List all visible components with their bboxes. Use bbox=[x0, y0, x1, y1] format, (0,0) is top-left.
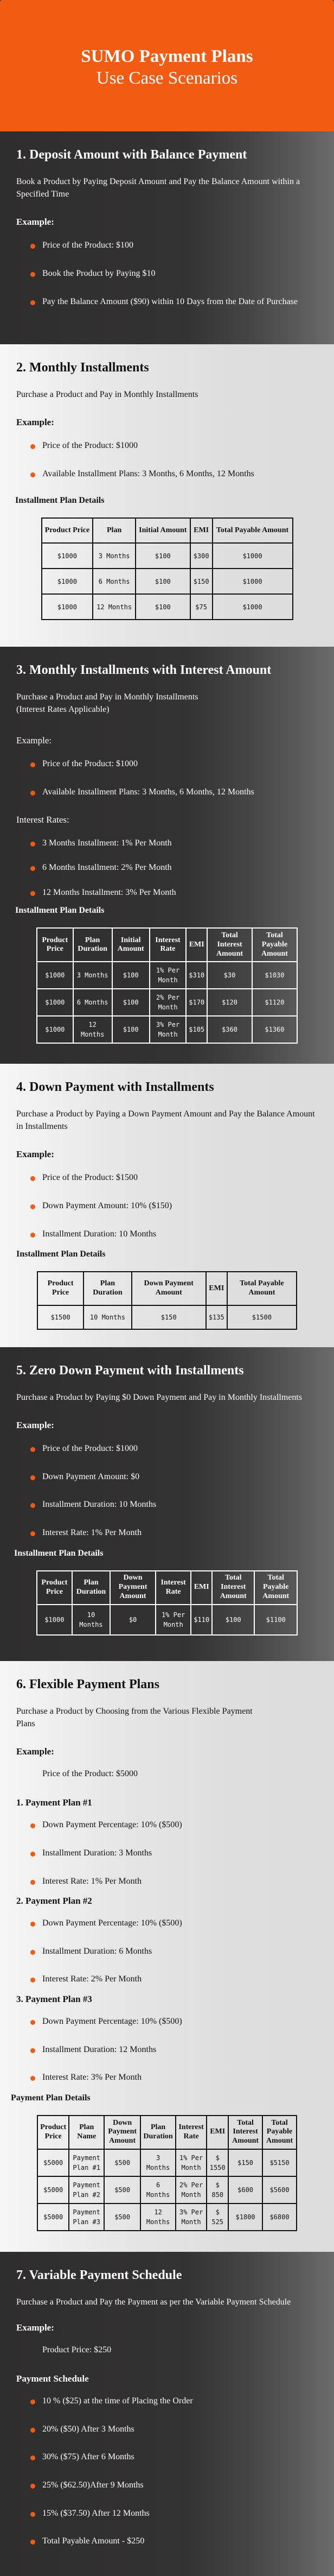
section-title: 3. Monthly Installments with Interest Amount bbox=[16, 663, 272, 677]
section-description: Book a Product by Paying Deposit Amount and Pay the Balance Amount within a Specified Time bbox=[16, 177, 300, 199]
table-cell: $100 bbox=[136, 594, 190, 620]
table-cell: 12 Months bbox=[140, 2204, 176, 2231]
table-cell: $360 bbox=[207, 1016, 252, 1043]
table-cell: $300 bbox=[190, 543, 213, 569]
table-cell: $1000 bbox=[42, 543, 93, 569]
example-list bbox=[30, 758, 318, 798]
table-cell: $1000 bbox=[42, 594, 93, 620]
list-item: 3 Months Installment: 1% Per Month bbox=[30, 837, 318, 849]
list-item: 25% ($62.50)After 9 Months bbox=[30, 2479, 318, 2491]
installment-plan-table bbox=[41, 517, 293, 620]
list-item: Installment Duration: 10 Months bbox=[30, 1228, 318, 1240]
payment-plan-list bbox=[30, 1819, 318, 1887]
table-cell: $1500 bbox=[227, 1305, 297, 1329]
list-item: Available Installment Plans: 3 Months, 6 Months, 12 Months bbox=[30, 468, 318, 480]
list-item: Interest Rate: 1% Per Month bbox=[30, 1527, 318, 1539]
payment-plan-label: 2. Payment Plan #2 bbox=[16, 1896, 92, 1906]
table-cell: Payment Plan #3 bbox=[69, 2204, 104, 2231]
section-description: Purchase a Product by Choosing from the Various Flexible Payment Plans bbox=[16, 1707, 253, 1729]
list-item: 20% ($50) After 3 Months bbox=[30, 2423, 318, 2435]
list-item: Interest Rate: 3% Per Month bbox=[30, 2072, 318, 2083]
list-item: 6 Months Installment: 2% Per Month bbox=[30, 862, 318, 874]
column-header: Total Payable Amount bbox=[227, 1272, 297, 1305]
section-description: Purchase a Product and Pay in Monthly Installments bbox=[16, 390, 198, 399]
column-header: EMI bbox=[207, 2116, 228, 2149]
table-cell: 1% Per Month bbox=[156, 1605, 191, 1635]
column-header: Total Payable Amount bbox=[254, 1571, 297, 1605]
section-flexible-payment-plans bbox=[0, 1661, 334, 2252]
column-header: Interest Rate bbox=[176, 2116, 207, 2149]
table-cell: $ 850 bbox=[207, 2176, 228, 2204]
section-description: Purchase a Product and Pay the Payment as per the Variable Payment Schedule bbox=[16, 2297, 291, 2307]
section-variable-payment-schedule bbox=[0, 2252, 334, 2576]
list-item: Down Payment Percentage: 10% ($500) bbox=[30, 1917, 318, 1929]
example-label: Example: bbox=[16, 417, 54, 428]
table-cell: $1000 bbox=[37, 1016, 73, 1043]
list-item: Price of the Product: $1500 bbox=[30, 1172, 318, 1184]
table-cell: $100 bbox=[112, 962, 150, 989]
product-price: Price of the Product: $5000 bbox=[42, 1769, 138, 1779]
list-item: 15% ($37.50) After 12 Months bbox=[30, 2508, 318, 2520]
payment-plan-label: 3. Payment Plan #3 bbox=[16, 1993, 92, 2004]
example-label: Example: bbox=[16, 1746, 54, 1757]
table-cell: 10 Months bbox=[84, 1305, 131, 1329]
table-header-row bbox=[42, 518, 293, 543]
table-cell: 3 Months bbox=[93, 543, 136, 569]
table-cell: $5000 bbox=[37, 2204, 69, 2231]
list-item: Installment Duration: 10 Months bbox=[30, 1499, 318, 1511]
column-header: Total Payable Amount bbox=[252, 928, 297, 962]
table-cell: 6 Months bbox=[73, 989, 112, 1016]
column-header: Total Payable Amount bbox=[213, 518, 293, 543]
list-item: Price of the Product: $1000 bbox=[30, 440, 318, 452]
table-title: Installment Plan Details bbox=[16, 1249, 106, 1259]
table-cell: $5600 bbox=[262, 2176, 297, 2204]
column-header: Product Price bbox=[42, 518, 93, 543]
table-title: Installment Plan Details bbox=[15, 906, 105, 916]
table-cell: $1000 bbox=[37, 962, 73, 989]
section-description: Purchase a Product by Paying a Down Payment Amount and Pay the Balance Amount in Installments bbox=[16, 1109, 315, 1132]
list-item: Down Payment Percentage: 10% ($500) bbox=[30, 1819, 318, 1831]
table-cell: $310 bbox=[186, 962, 207, 989]
table-row bbox=[37, 1605, 297, 1635]
table-row bbox=[37, 962, 297, 989]
column-header: Down Payment Amount bbox=[104, 2116, 140, 2149]
table-cell: $100 bbox=[112, 989, 150, 1016]
table-cell: $150 bbox=[132, 1305, 206, 1329]
column-header: Product Price bbox=[37, 1272, 84, 1305]
table-cell: 2% Per Month bbox=[150, 989, 186, 1016]
table-cell: 12 Months bbox=[93, 594, 136, 620]
column-header: EMI bbox=[186, 928, 207, 962]
table-cell: $1000 bbox=[37, 989, 73, 1016]
column-header: Plan Duration bbox=[72, 1571, 110, 1605]
section-title: 6. Flexible Payment Plans bbox=[16, 1677, 159, 1691]
table-cell: $110 bbox=[191, 1605, 212, 1635]
section-description bbox=[16, 691, 318, 716]
list-item: Pay the Balance Amount ($90) within 10 Days from the Date of Purchase bbox=[30, 296, 318, 308]
column-header: Product Price bbox=[37, 928, 73, 962]
section-deposit-balance bbox=[0, 131, 334, 344]
table-header-row bbox=[37, 928, 297, 962]
example-list bbox=[30, 1172, 318, 1240]
table-cell: $5000 bbox=[37, 2176, 69, 2204]
section-title: 1. Deposit Amount with Balance Payment bbox=[16, 148, 247, 162]
payment-schedule-list bbox=[30, 2395, 318, 2547]
column-header: Interest Rate bbox=[150, 928, 186, 962]
example-label: Example: bbox=[16, 1420, 54, 1431]
section-title: 2. Monthly Installments bbox=[16, 361, 149, 375]
table-header-row bbox=[37, 1571, 297, 1605]
table-cell: $100 bbox=[136, 569, 190, 594]
section-title: 7. Variable Payment Schedule bbox=[16, 2268, 182, 2282]
section-title: 5. Zero Down Payment with Installments bbox=[16, 1363, 244, 1378]
column-header: EMI bbox=[191, 1571, 212, 1605]
table-row bbox=[37, 1016, 297, 1043]
payment-plan-list bbox=[30, 1917, 318, 1985]
table-cell: $1100 bbox=[254, 1605, 297, 1635]
payment-plan-list bbox=[30, 2016, 318, 2083]
list-item: 30% ($75) After 6 Months bbox=[30, 2451, 318, 2463]
table-row bbox=[37, 2149, 297, 2176]
example-list bbox=[30, 239, 318, 307]
column-header: EMI bbox=[190, 518, 213, 543]
table-cell: $1120 bbox=[252, 989, 297, 1016]
column-header: Down Payment Amount bbox=[110, 1571, 156, 1605]
table-cell: $0 bbox=[110, 1605, 156, 1635]
payment-plan-label: 1. Payment Plan #1 bbox=[16, 1797, 92, 1808]
table-cell: 6 Months bbox=[93, 569, 136, 594]
table-row bbox=[42, 569, 293, 594]
example-label: Example: bbox=[16, 1149, 54, 1160]
description-line: Purchase a Product and Pay in Monthly Installments bbox=[16, 692, 198, 702]
section-monthly-installments bbox=[0, 344, 334, 647]
column-header: Plan bbox=[93, 518, 136, 543]
table-cell: $6800 bbox=[262, 2204, 297, 2231]
list-item: Price of the Product: $100 bbox=[30, 239, 318, 251]
section-title: 4. Down Payment with Installments bbox=[16, 1080, 214, 1094]
table-cell: $100 bbox=[212, 1605, 254, 1635]
section-down-payment-installments bbox=[0, 1064, 334, 1347]
page-title: SUMO Payment Plans bbox=[81, 46, 253, 66]
section-installments-with-interest bbox=[0, 647, 334, 1064]
list-item: 10 % ($25) at the time of Placing the Order bbox=[30, 2395, 318, 2407]
table-cell: $1000 bbox=[37, 1605, 72, 1635]
table-cell: $1500 bbox=[37, 1305, 84, 1329]
table-cell: $1000 bbox=[42, 569, 93, 594]
table-cell: $75 bbox=[190, 594, 213, 620]
column-header: Down Payment Amount bbox=[132, 1272, 206, 1305]
column-header: Initial Amount bbox=[136, 518, 190, 543]
list-item: Interest Rate: 2% Per Month bbox=[30, 1973, 318, 1985]
table-cell: 6 Months bbox=[140, 2176, 176, 2204]
table-cell: Payment Plan #2 bbox=[69, 2176, 104, 2204]
table-cell: $105 bbox=[186, 1016, 207, 1043]
table-cell: 3 Months bbox=[140, 2149, 176, 2176]
column-header: EMI bbox=[206, 1272, 227, 1305]
column-header: Total Interest Amount bbox=[228, 2116, 262, 2149]
table-row bbox=[37, 989, 297, 1016]
table-cell: $170 bbox=[186, 989, 207, 1016]
list-item: Installment Duration: 12 Months bbox=[30, 2044, 318, 2056]
section-description: Purchase a Product by Paying $0 Down Payment and Pay in Monthly Installments bbox=[16, 1393, 303, 1402]
list-item: Available Installment Plans: 3 Months, 6 Months, 12 Months bbox=[30, 786, 318, 798]
table-cell: 3% Per Month bbox=[150, 1016, 186, 1043]
table-cell: $135 bbox=[206, 1305, 227, 1329]
column-header: Plan Duration bbox=[73, 928, 112, 962]
page-subtitle: Use Case Scenarios bbox=[96, 68, 238, 89]
down-payment-plan-table bbox=[37, 1271, 297, 1330]
table-cell: $5150 bbox=[262, 2149, 297, 2176]
column-header: Plan Duration bbox=[84, 1272, 131, 1305]
section-zero-down-payment bbox=[0, 1347, 334, 1661]
list-item: Price of the Product: $1000 bbox=[30, 1443, 318, 1455]
column-header: Initial Amount bbox=[112, 928, 150, 962]
column-header: Product Price bbox=[37, 2116, 69, 2149]
table-cell: 10 Months bbox=[72, 1605, 110, 1635]
table-cell: $30 bbox=[207, 962, 252, 989]
table-title: Payment Plan Details bbox=[11, 2093, 91, 2103]
table-cell: 1% Per Month bbox=[150, 962, 186, 989]
table-cell: $150 bbox=[190, 569, 213, 594]
list-item: Total Payable Amount - $250 bbox=[30, 2535, 318, 2547]
list-item: 12 Months Installment: 3% Per Month bbox=[30, 887, 318, 899]
table-title: Installment Plan Details bbox=[15, 496, 105, 506]
table-cell: $500 bbox=[104, 2204, 140, 2231]
column-header: Total Interest Amount bbox=[212, 1571, 254, 1605]
list-item: Price of the Product: $1000 bbox=[30, 758, 318, 770]
product-price: Product Price: $250 bbox=[42, 2345, 112, 2355]
table-cell: $1000 bbox=[213, 543, 293, 569]
table-cell: $100 bbox=[112, 1016, 150, 1043]
table-cell: $5000 bbox=[37, 2149, 69, 2176]
interest-plan-table bbox=[36, 927, 298, 1044]
table-cell: $150 bbox=[228, 2149, 262, 2176]
example-list bbox=[30, 1443, 318, 1538]
column-header: Plan Duration bbox=[140, 2116, 176, 2149]
table-row bbox=[37, 2176, 297, 2204]
table-row bbox=[42, 594, 293, 620]
list-item: Installment Duration: 3 Months bbox=[30, 1847, 318, 1859]
hero-banner bbox=[0, 0, 334, 131]
table-row bbox=[37, 1305, 297, 1329]
list-item: Book the Product by Paying $10 bbox=[30, 268, 318, 280]
table-cell: $500 bbox=[104, 2176, 140, 2204]
table-cell: $1030 bbox=[252, 962, 297, 989]
table-cell: $600 bbox=[228, 2176, 262, 2204]
table-cell: $1000 bbox=[213, 569, 293, 594]
table-cell: 12 Months bbox=[73, 1016, 112, 1043]
list-item: Down Payment Amount: 10% ($150) bbox=[30, 1200, 318, 1212]
table-header-row bbox=[37, 1272, 297, 1305]
payment-plan-table bbox=[37, 2115, 297, 2231]
table-cell: Payment Plan #1 bbox=[69, 2149, 104, 2176]
interest-rates-label: Interest Rates: bbox=[16, 814, 69, 825]
example-list bbox=[30, 440, 318, 479]
table-row bbox=[37, 2204, 297, 2231]
table-cell: $100 bbox=[136, 543, 190, 569]
table-cell: 3% Per Month bbox=[176, 2204, 207, 2231]
example-label: Example: bbox=[16, 217, 54, 228]
payment-schedule-label: Payment Schedule bbox=[16, 2373, 89, 2384]
list-item: Down Payment Percentage: 10% ($500) bbox=[30, 2016, 318, 2028]
table-cell: $ 1550 bbox=[207, 2149, 228, 2176]
table-cell: $120 bbox=[207, 989, 252, 1016]
column-header: Total Payable Amount bbox=[262, 2116, 297, 2149]
table-cell: 1% Per Month bbox=[176, 2149, 207, 2176]
table-cell: $1000 bbox=[213, 594, 293, 620]
list-item: Down Payment Amount: $0 bbox=[30, 1471, 318, 1483]
table-cell: $1800 bbox=[228, 2204, 262, 2231]
example-label: Example: bbox=[16, 2322, 54, 2333]
column-header: Product Price bbox=[37, 1571, 72, 1605]
example-label: Example: bbox=[16, 735, 52, 746]
column-header: Plan Name bbox=[69, 2116, 104, 2149]
table-title: Installment Plan Details bbox=[14, 1548, 104, 1558]
table-cell: 3 Months bbox=[73, 962, 112, 989]
column-header: Interest Rate bbox=[156, 1571, 191, 1605]
table-header-row bbox=[37, 2116, 297, 2149]
table-cell: $ 525 bbox=[207, 2204, 228, 2231]
table-cell: $500 bbox=[104, 2149, 140, 2176]
table-cell: 2% Per Month bbox=[176, 2176, 207, 2204]
table-cell: $1360 bbox=[252, 1016, 297, 1043]
description-line: (Interest Rates Applicable) bbox=[16, 705, 110, 715]
table-row bbox=[42, 543, 293, 569]
column-header: Total Interest Amount bbox=[207, 928, 252, 962]
zero-down-plan-table bbox=[36, 1570, 298, 1636]
interest-rates-list bbox=[30, 837, 318, 899]
list-item: Installment Duration: 6 Months bbox=[30, 1946, 318, 1958]
list-item: Interest Rate: 1% Per Month bbox=[30, 1876, 318, 1887]
